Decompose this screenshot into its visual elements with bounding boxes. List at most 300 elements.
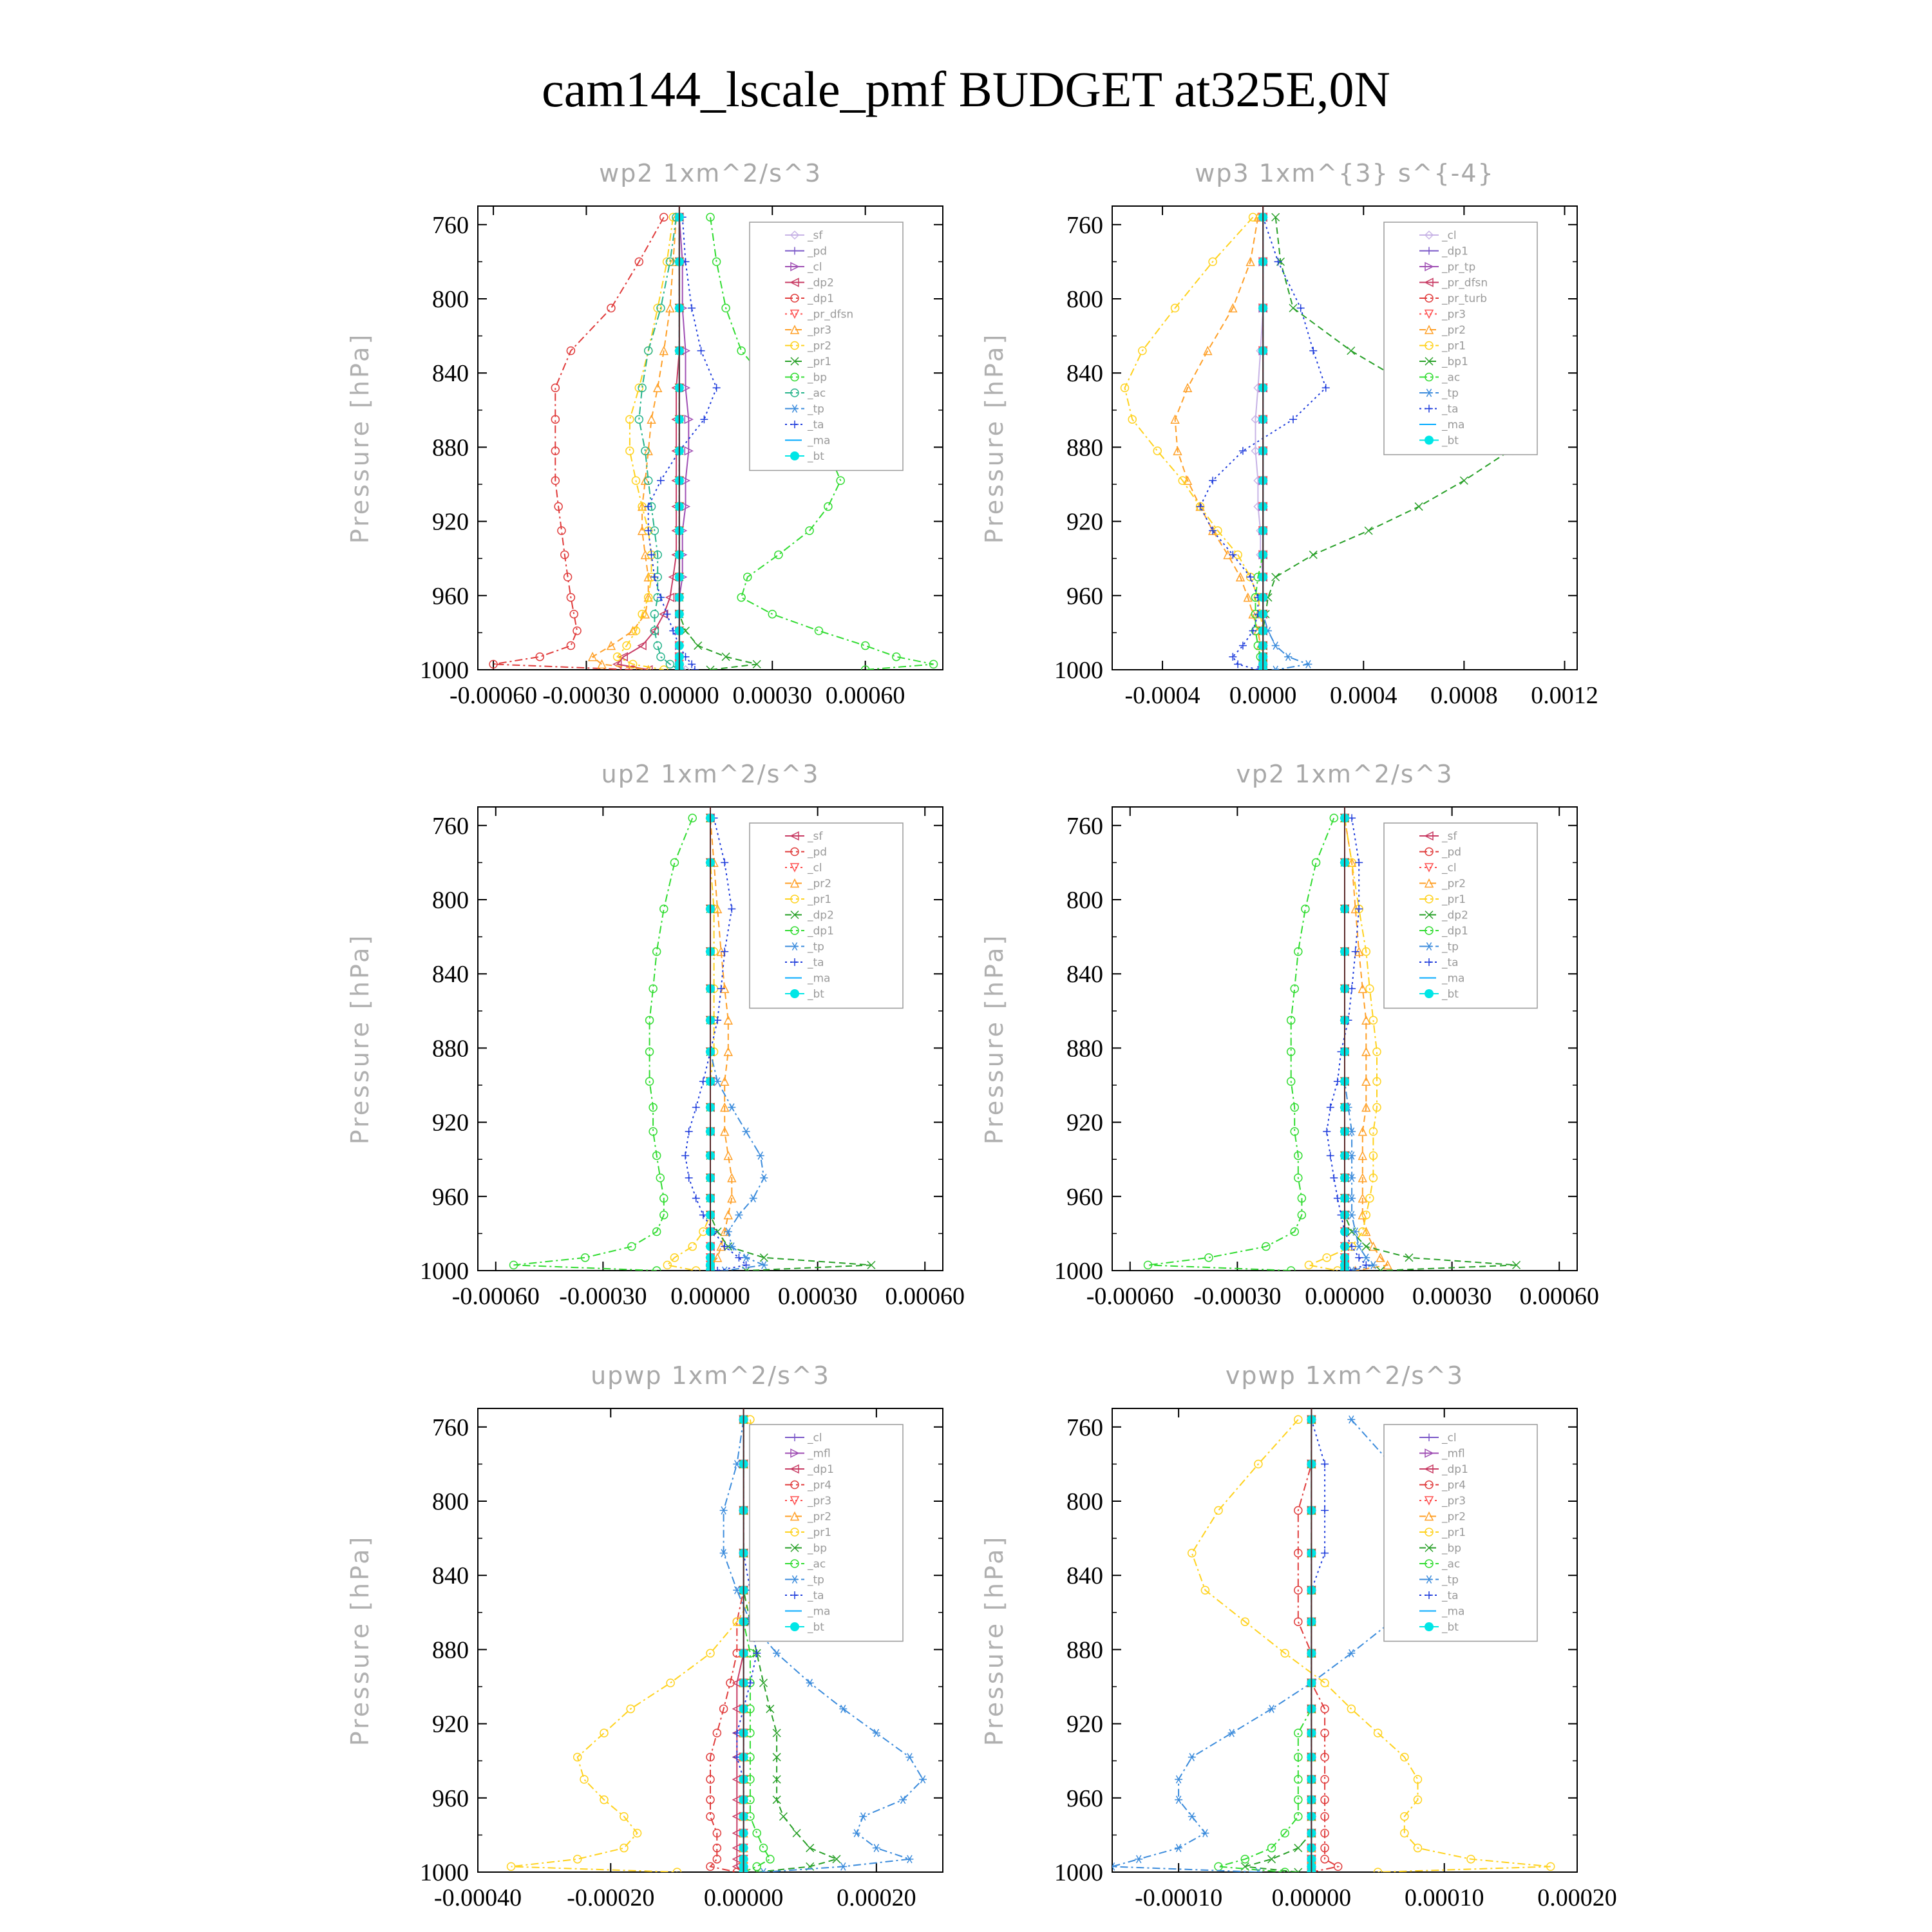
legend-label: _cl xyxy=(1442,229,1457,242)
data-point-ac xyxy=(654,642,661,650)
chart-panel-vpwp xyxy=(980,1361,1617,1911)
data-point-pr4 xyxy=(1321,1776,1329,1783)
series-line-pr1 xyxy=(667,818,714,1271)
legend-label: _pr3 xyxy=(1442,308,1466,321)
y-tick-label: 880 xyxy=(1066,1636,1103,1664)
data-point-dp1 xyxy=(607,304,615,312)
series-line-ac xyxy=(1218,1419,1311,1872)
data-point-bp xyxy=(737,347,745,355)
legend-label: _pr1 xyxy=(808,1526,832,1539)
data-point-tp xyxy=(1135,1855,1142,1863)
y-tick-label: 800 xyxy=(1066,286,1103,313)
data-point-ta xyxy=(681,1151,689,1159)
x-tick-label: -0.00060 xyxy=(1086,1283,1174,1310)
data-point-tp xyxy=(721,1267,728,1274)
data-point-tp xyxy=(1284,653,1292,661)
data-point-tp xyxy=(720,1506,728,1514)
data-point-bp1 xyxy=(1347,347,1355,355)
series-line-pr1 xyxy=(679,217,757,670)
legend-label: _ac xyxy=(808,387,826,400)
data-point-ta xyxy=(685,1174,693,1182)
data-point-bp xyxy=(824,503,832,511)
x-tick-label: 0.00020 xyxy=(1537,1884,1617,1911)
data-point-tp xyxy=(1268,1705,1276,1713)
data-point-ta xyxy=(688,304,696,312)
legend xyxy=(1384,823,1537,1009)
y-tick-label: 800 xyxy=(432,286,469,313)
data-point-dp2 xyxy=(1362,1243,1370,1251)
legend-label: _pr_tp xyxy=(1442,261,1476,274)
data-point-ta xyxy=(692,1195,700,1202)
y-tick-label: 960 xyxy=(1066,1785,1103,1812)
data-point-ta xyxy=(1321,1460,1329,1468)
data-point-bp1 xyxy=(1309,551,1317,558)
chart-panel-wp3 xyxy=(980,159,1598,709)
data-point-bp xyxy=(833,1855,840,1863)
legend-marker-bt xyxy=(790,451,799,460)
y-tick-label: 760 xyxy=(432,812,469,840)
y-tick-label: 760 xyxy=(432,211,469,239)
y-tick-label: 840 xyxy=(432,360,469,388)
data-point-ac xyxy=(766,1855,774,1863)
legend-label: _ma xyxy=(808,972,831,985)
y-axis-label: Pressure [hPa] xyxy=(980,933,1009,1145)
legend-label: _ta xyxy=(1442,956,1459,969)
data-point-ta xyxy=(1327,1151,1334,1159)
y-tick-label: 960 xyxy=(1066,1183,1103,1211)
legend-label: _ma xyxy=(1442,972,1465,985)
data-point-tp xyxy=(757,1151,764,1159)
data-point-bp xyxy=(766,1705,774,1713)
data-point-tp xyxy=(760,1261,768,1269)
y-tick-label: 800 xyxy=(1066,887,1103,914)
legend-label: _ta xyxy=(1442,1589,1459,1602)
legend-label: _ta xyxy=(808,1589,824,1602)
data-point-bp xyxy=(779,1813,787,1821)
data-point-dp2 xyxy=(760,1254,768,1262)
data-point-tp xyxy=(919,1776,927,1783)
legend-label: _dp1 xyxy=(1442,1463,1468,1476)
data-point-bp1 xyxy=(1460,477,1468,484)
legend-label: _pr1 xyxy=(1442,893,1466,906)
data-point-tp xyxy=(1228,1729,1236,1737)
chart-panel-vp2 xyxy=(980,760,1599,1310)
legend xyxy=(750,1425,903,1642)
legend-label: _ta xyxy=(1442,402,1459,416)
data-point-ac xyxy=(760,1844,768,1852)
data-point-bp xyxy=(737,594,745,601)
legend-label: _bt xyxy=(1442,988,1459,1001)
legend-label: _cl xyxy=(808,1432,822,1444)
legend-label: _dp2 xyxy=(1442,909,1468,922)
x-tick-label: 0.00000 xyxy=(670,1283,750,1310)
data-point-ta xyxy=(721,858,728,866)
y-tick-label: 960 xyxy=(1066,582,1103,610)
y-tick-label: 760 xyxy=(432,1414,469,1441)
y-tick-label: 1000 xyxy=(420,1258,469,1285)
y-tick-label: 880 xyxy=(432,1035,469,1063)
x-tick-label: 0.0008 xyxy=(1430,682,1498,709)
data-point-ac xyxy=(753,1862,761,1870)
series-line-pr1 xyxy=(511,1419,770,1872)
legend-label: _tp xyxy=(808,940,824,954)
data-point-pr1 xyxy=(600,1729,608,1737)
legend-label: _pr1 xyxy=(808,893,832,906)
legend-label: _bt xyxy=(1442,434,1459,448)
data-point-dp1 xyxy=(660,213,668,221)
legend-label: _pd xyxy=(1442,846,1462,859)
series-line-pr4 xyxy=(710,1419,744,1872)
data-point-ta xyxy=(1323,1128,1331,1135)
data-point-ac xyxy=(753,1830,761,1837)
legend-label: _dp1 xyxy=(808,925,834,938)
panels xyxy=(346,159,1617,1911)
legend-label: _sf xyxy=(808,229,823,242)
data-point-tp xyxy=(1352,1228,1359,1236)
chart-panel-wp2 xyxy=(346,159,943,709)
series-line-ta xyxy=(1327,818,1366,1271)
data-point-ac xyxy=(1294,1729,1302,1737)
data-point-dp1 xyxy=(649,1128,657,1135)
legend-label: _dp1 xyxy=(1442,925,1468,938)
legend-label: _cl xyxy=(1442,862,1457,875)
x-tick-label: 0.0012 xyxy=(1531,682,1598,709)
x-tick-label: 0.00030 xyxy=(1412,1283,1492,1310)
legend-label: _pr2 xyxy=(808,877,832,891)
legend xyxy=(1384,222,1537,455)
data-point-ta xyxy=(1239,642,1247,650)
data-point-pr1 xyxy=(1188,1549,1196,1557)
x-tick-label: 0.0000 xyxy=(1229,682,1297,709)
data-point-pr1 xyxy=(1373,1048,1381,1056)
data-point-tp xyxy=(905,1855,913,1863)
legend-label: _tp xyxy=(808,1573,824,1587)
legend-label: _cl xyxy=(808,261,822,274)
data-point-bp xyxy=(862,642,869,650)
y-tick-label: 1000 xyxy=(1054,657,1103,684)
series-line-pr3 xyxy=(592,217,676,670)
data-point-dp1 xyxy=(1205,1254,1213,1262)
legend-label: _bt xyxy=(808,450,824,463)
data-point-tp xyxy=(728,1104,735,1112)
series-line-dp1 xyxy=(514,818,693,1271)
data-point-pr2 xyxy=(626,447,634,455)
series-line-cl xyxy=(679,217,688,670)
x-tick-label: 0.00000 xyxy=(1305,1283,1385,1310)
data-point-ta xyxy=(1297,304,1305,312)
data-point-pr2 xyxy=(1204,347,1211,355)
data-point-pr1 xyxy=(1215,1506,1222,1514)
legend-label: _cl xyxy=(808,862,822,875)
y-tick-label: 800 xyxy=(432,887,469,914)
series-line-ac xyxy=(639,217,679,670)
data-point-bp1 xyxy=(1365,527,1372,535)
data-point-dp1 xyxy=(567,642,574,650)
data-point-pr4 xyxy=(1294,1618,1302,1625)
data-point-tp xyxy=(760,1868,768,1876)
legend-label: _ma xyxy=(1442,1605,1465,1618)
y-tick-label: 880 xyxy=(1066,434,1103,462)
legend-label: _pr_turb xyxy=(1442,292,1488,305)
data-point-tp xyxy=(1355,1243,1363,1251)
legend-label: _pr1 xyxy=(1442,339,1466,353)
data-point-ta xyxy=(1321,1549,1329,1557)
legend-label: _ac xyxy=(808,1558,826,1571)
series-line-tp xyxy=(1112,1419,1431,1872)
series-line-dp2 xyxy=(618,217,679,670)
y-tick-label: 1000 xyxy=(420,657,469,684)
data-point-ta xyxy=(692,1104,700,1112)
series-line-pr4 xyxy=(1298,1419,1338,1872)
series-line-bp xyxy=(1245,1419,1311,1872)
x-tick-label: 0.00000 xyxy=(703,1884,784,1911)
data-point-bp xyxy=(1294,1844,1302,1852)
legend-label: _pr4 xyxy=(1442,1479,1466,1492)
data-point-ta xyxy=(1239,447,1247,455)
x-tick-label: -0.00060 xyxy=(449,682,538,709)
x-tick-label: 0.00030 xyxy=(777,1283,858,1310)
legend-label: _mfl xyxy=(1442,1447,1465,1461)
y-tick-label: 760 xyxy=(1066,211,1103,239)
data-point-tp xyxy=(873,1844,880,1852)
legend-label: _tp xyxy=(1442,940,1459,954)
data-point-dp2 xyxy=(1405,1254,1413,1262)
data-point-ta xyxy=(1330,1174,1338,1182)
data-point-tp xyxy=(1175,1796,1182,1804)
legend-label: _pr2 xyxy=(808,1510,832,1524)
legend xyxy=(1384,1425,1537,1642)
panel-title: vp2 1xm^2/s^3 xyxy=(1236,760,1454,788)
legend-label: _dp1 xyxy=(1442,245,1468,258)
legend-label: _pr_dfsn xyxy=(808,308,854,321)
y-tick-label: 920 xyxy=(1066,508,1103,536)
legend xyxy=(750,823,903,1009)
legend-label: _bp xyxy=(808,371,828,384)
y-tick-label: 800 xyxy=(1066,1488,1103,1515)
legend-label: _pd xyxy=(808,846,828,859)
x-tick-label: 0.00020 xyxy=(837,1884,916,1911)
legend-label: _ac xyxy=(1442,371,1461,384)
data-point-bp1 xyxy=(1289,304,1297,312)
data-point-ta xyxy=(728,905,735,913)
data-point-dp1 xyxy=(1330,814,1338,822)
legend-label: _bp xyxy=(1442,1542,1462,1555)
legend-label: _dp2 xyxy=(808,276,834,290)
y-tick-label: 960 xyxy=(432,582,469,610)
y-tick-label: 840 xyxy=(1066,1562,1103,1590)
data-point-ta xyxy=(657,477,665,484)
y-axis-label: Pressure [hPa] xyxy=(346,1534,374,1747)
panel-title: upwp 1xm^2/s^3 xyxy=(591,1361,830,1390)
series-line-ta xyxy=(1311,1419,1325,1872)
x-tick-label: -0.00020 xyxy=(567,1884,655,1911)
legend-label: _bp1 xyxy=(1442,355,1468,368)
x-tick-label: 0.00060 xyxy=(885,1283,965,1310)
data-point-pr4 xyxy=(713,1729,721,1737)
data-point-tp xyxy=(1175,1844,1182,1852)
legend-label: _pr1 xyxy=(808,355,832,368)
series-line-dp1 xyxy=(493,217,664,670)
legend-label: _pr2 xyxy=(808,339,832,353)
x-tick-label: 0.00030 xyxy=(732,682,813,709)
legend xyxy=(750,222,903,471)
data-point-ta xyxy=(1355,858,1363,866)
y-axis-label: Pressure [hPa] xyxy=(346,332,374,544)
data-point-bp xyxy=(775,551,782,558)
data-point-ta xyxy=(1309,347,1317,355)
legend-label: _bp xyxy=(808,1542,828,1555)
panel-title: up2 1xm^2/s^3 xyxy=(601,760,820,788)
legend-label: _bt xyxy=(1442,1621,1459,1634)
x-tick-label: -0.0004 xyxy=(1124,682,1200,709)
data-point-tp xyxy=(1175,1776,1182,1783)
legend-label: _ma xyxy=(1442,419,1465,431)
data-point-tp xyxy=(859,1813,867,1821)
legend-label: _ma xyxy=(808,1605,831,1618)
series-line-pr2 xyxy=(1345,818,1388,1271)
legend-label: _dp1 xyxy=(808,292,834,305)
legend-label: _dp1 xyxy=(808,1463,834,1476)
data-point-tp xyxy=(1304,660,1312,668)
legend-label: _pr3 xyxy=(808,1495,832,1508)
legend-label: _dp2 xyxy=(808,909,834,922)
data-point-ta xyxy=(1355,1254,1363,1262)
x-tick-label: -0.00030 xyxy=(1193,1283,1282,1310)
data-point-tp xyxy=(743,1128,750,1135)
data-point-ta xyxy=(713,384,721,392)
data-point-dp1 xyxy=(1291,1128,1298,1135)
data-point-ta xyxy=(1249,627,1257,635)
y-axis-label: Pressure [hPa] xyxy=(980,332,1009,544)
x-tick-label: -0.00010 xyxy=(1135,1884,1223,1911)
y-tick-label: 880 xyxy=(432,434,469,462)
y-tick-label: 1000 xyxy=(420,1859,469,1886)
data-point-pr1 xyxy=(580,1776,588,1783)
x-tick-label: -0.00060 xyxy=(451,1283,540,1310)
data-point-tp xyxy=(1188,1753,1196,1761)
data-point-ta xyxy=(1234,660,1242,668)
data-point-dp1 xyxy=(570,611,578,618)
legend-label: _pr_dfsn xyxy=(1442,276,1488,290)
data-point-pr1 xyxy=(688,1243,696,1251)
y-tick-label: 760 xyxy=(1066,1414,1103,1441)
data-point-ac xyxy=(1294,1796,1302,1804)
y-tick-label: 880 xyxy=(1066,1035,1103,1063)
y-tick-label: 920 xyxy=(1066,1710,1103,1738)
x-tick-label: 0.0004 xyxy=(1330,682,1397,709)
x-tick-label: 0.00000 xyxy=(1271,1884,1352,1911)
legend-marker-bt xyxy=(790,1622,799,1631)
x-tick-label: -0.00040 xyxy=(433,1884,522,1911)
data-point-ta xyxy=(1327,1104,1334,1112)
legend-label: _ac xyxy=(1442,1558,1461,1571)
legend-label: _pr2 xyxy=(1442,324,1466,337)
data-point-ta xyxy=(697,347,705,355)
legend-label: _cl xyxy=(1442,1432,1457,1444)
legend-label: _pr3 xyxy=(808,324,832,337)
legend-label: _tp xyxy=(1442,387,1459,400)
data-point-pr1 xyxy=(1153,447,1161,455)
legend-label: _pd xyxy=(808,245,828,258)
x-tick-label: -0.00030 xyxy=(542,682,630,709)
data-point-bp1 xyxy=(1415,503,1423,511)
series-line-pr1 xyxy=(1125,217,1264,670)
data-point-pr1 xyxy=(620,1844,628,1852)
figure-title: cam144_lscale_pmf BUDGET at325E,0N xyxy=(542,61,1390,117)
legend-label: _sf xyxy=(808,830,823,843)
y-tick-label: 960 xyxy=(432,1183,469,1211)
y-tick-label: 840 xyxy=(432,1562,469,1590)
y-tick-label: 1000 xyxy=(1054,1258,1103,1285)
data-point-dp1 xyxy=(551,384,559,392)
y-tick-label: 960 xyxy=(432,1785,469,1812)
y-tick-label: 920 xyxy=(1066,1109,1103,1137)
legend-label: _sf xyxy=(1442,830,1457,843)
series-line-tp xyxy=(1263,217,1308,670)
data-point-bp xyxy=(806,1844,814,1852)
data-point-pr1 xyxy=(1294,1416,1302,1423)
legend-label: _bt xyxy=(808,988,824,1001)
legend-label: _pr3 xyxy=(1442,1495,1466,1508)
legend-marker-bt xyxy=(1425,989,1434,998)
x-tick-label: -0.00030 xyxy=(559,1283,647,1310)
x-tick-label: 0.00010 xyxy=(1404,1884,1484,1911)
y-tick-label: 840 xyxy=(432,961,469,989)
chart-panel-up2 xyxy=(346,760,965,1310)
y-axis-label: Pressure [hPa] xyxy=(346,933,374,1145)
x-tick-label: 0.00000 xyxy=(639,682,719,709)
data-point-ta xyxy=(1289,415,1297,423)
y-tick-label: 920 xyxy=(432,1710,469,1738)
y-tick-label: 840 xyxy=(1066,961,1103,989)
y-tick-label: 920 xyxy=(432,508,469,536)
panel-title: wp2 1xm^2/s^3 xyxy=(599,159,822,187)
y-tick-label: 800 xyxy=(432,1488,469,1515)
legend-label: _pr2 xyxy=(1442,877,1466,891)
data-point-tp xyxy=(750,1195,757,1202)
data-point-ta xyxy=(1229,653,1236,661)
data-point-bp xyxy=(815,627,822,635)
legend-label: _pr4 xyxy=(808,1479,832,1492)
y-axis-label: Pressure [hPa] xyxy=(980,1534,1009,1747)
legend-label: _tp xyxy=(1442,1573,1459,1587)
data-point-bp xyxy=(1268,1855,1276,1863)
legend-label: _tp xyxy=(808,402,824,416)
series-line-dp1 xyxy=(1148,818,1334,1271)
legend-marker-bt xyxy=(1425,436,1434,445)
data-point-bp xyxy=(793,1830,800,1837)
panel-title: vpwp 1xm^2/s^3 xyxy=(1225,1361,1464,1390)
y-tick-label: 760 xyxy=(1066,812,1103,840)
y-tick-label: 880 xyxy=(432,1636,469,1664)
series-line-dp1 xyxy=(737,1419,743,1872)
legend-label: _ta xyxy=(808,956,824,969)
data-point-tp xyxy=(1272,666,1280,674)
series-line-pr2 xyxy=(1175,217,1264,670)
legend-label: _bt xyxy=(808,1621,824,1634)
y-tick-label: 1000 xyxy=(1054,1859,1103,1886)
data-point-bp1 xyxy=(1272,573,1280,581)
legend-marker-bt xyxy=(790,989,799,998)
data-point-pr1 xyxy=(694,642,702,650)
x-tick-label: 0.00060 xyxy=(825,682,905,709)
data-point-ta xyxy=(685,1128,693,1135)
legend-label: _pr2 xyxy=(1442,1510,1466,1524)
data-point-ta xyxy=(1321,1506,1329,1514)
legend-label: _pr1 xyxy=(1442,1526,1466,1539)
y-tick-label: 840 xyxy=(1066,360,1103,388)
x-tick-label: 0.00060 xyxy=(1519,1283,1599,1310)
